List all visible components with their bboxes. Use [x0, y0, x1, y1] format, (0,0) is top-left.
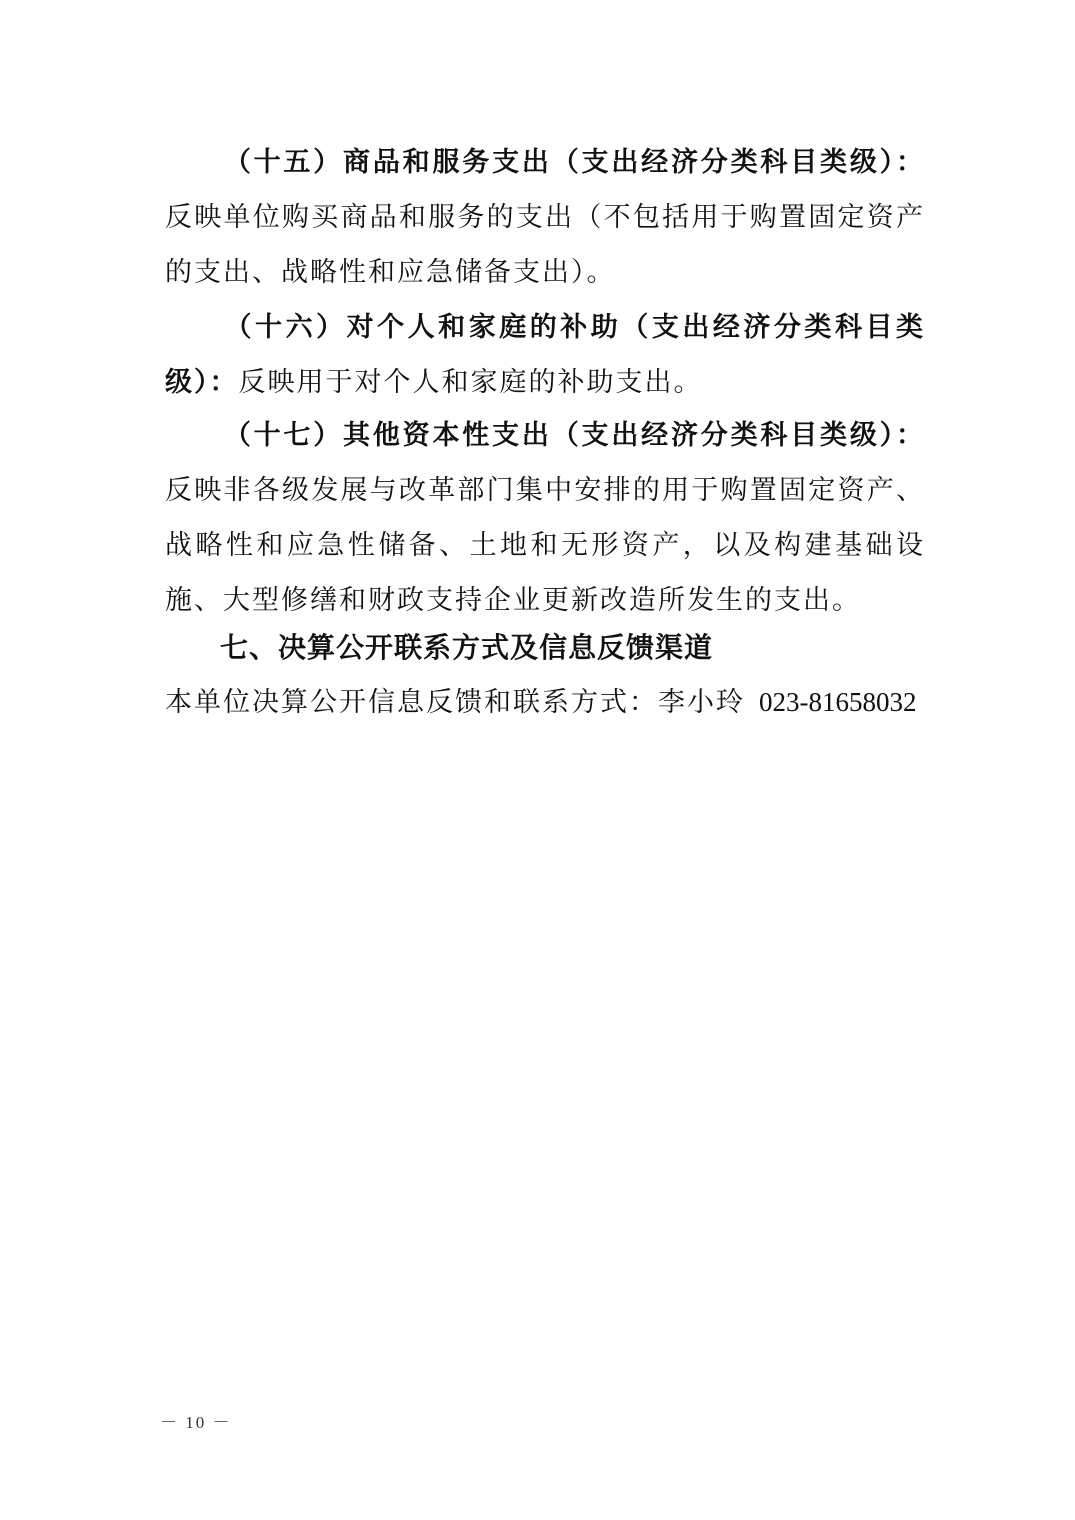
section-15-title: （十五）商品和服务支出（支出经济分类科目类级）：: [223, 147, 925, 178]
page-number: － 10 －: [160, 1413, 232, 1432]
section-heading-contact: 七、决算公开联系方式及信息反馈渠道: [220, 631, 714, 664]
section-17: [165, 408, 925, 628]
section-17-body: 反映非各级发展与改革部门集中安排的用于购置固定资产、战略性和应急性储备、土地和无形资产，以及构建基础设施、大型修缮和财政支持企业更新改造所发生的支出。: [165, 475, 925, 616]
contact-phone: 023-81658032: [759, 687, 917, 717]
section-15-body: 反映单位购买商品和服务的支出（不包括用于购置固定资产的支出、战略性和应急储备支出）。: [165, 202, 925, 288]
section-15: [165, 135, 925, 300]
section-16-body: 反映用于对个人和家庭的补助支出。: [238, 367, 703, 398]
section-16-title: （十六）对个人和家庭的补助（支出经济分类科目类级）：: [165, 312, 925, 398]
contact-line: [165, 675, 917, 730]
contact-label: 本单位决算公开信息反馈和联系方式：李小玲: [165, 687, 745, 718]
section-16: [165, 300, 925, 410]
section-17-title: （十七）其他资本性支出（支出经济分类科目类级）：: [223, 420, 925, 451]
